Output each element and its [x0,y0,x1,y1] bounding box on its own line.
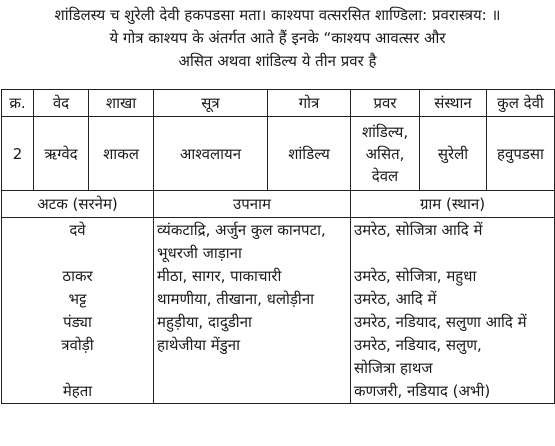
sub-header-cell: ग्राम (स्थान) [351,191,555,218]
sub-header-cell: उपनाम [154,191,351,218]
table-row [2,117,555,191]
gram-line: कणजरी, नडियाद (अभी) [354,382,491,400]
upnaam-line: व्यंकटाद्रि, अर्जुन कुल कानपटा, [157,221,326,239]
cell-ved: ऋग्वेद [34,117,89,191]
cell-sutra: आश्वलायन [154,117,268,191]
cell-shakha: शाकल [89,117,154,191]
surname-line: पंड्या [63,313,92,331]
surname-column [2,218,154,404]
gram-column [351,218,555,404]
upnaam-line [157,357,350,380]
surname-line: त्रवोड़ी [61,336,94,354]
header-cell: वेद [34,90,89,117]
upnaam-line: थामणीया, तीखाना, धलोड़ीना [157,290,315,308]
cell-number: 2 [2,117,34,191]
surname-line [2,242,153,265]
header-cell: क्र. [2,90,34,117]
surname-line [2,357,153,380]
upnaam-line: मीठा, सागर, पाकाचारी [157,267,282,285]
upnaam-line [157,380,350,403]
header-row [2,90,555,117]
header-cell: संस्थान [420,90,487,117]
pravar-line: शांडिल्य, [361,122,409,141]
gram-line: उमरेठ, सोजित्रा आदि में [354,221,483,239]
upnaam-line: महुड़ीया, दादुडीना [157,313,252,331]
upnaam-line: भूधरजी जाड़ाना [157,244,242,262]
intro-line-1: शांडिलस्य च शुरेली देवी हकपडसा मता। काश्यपा वत्सरसित शाण्डिला: प्रवरास्त्रय: ॥ [54,6,501,24]
header-cell: सूत्र [154,90,268,117]
upnaam-column [154,218,351,404]
intro-line-2: ये गोत्र काश्यप के अंतर्गत आते हैं इनके “काश्यप आवत्सर और [109,29,446,47]
header-cell: कुल देवी [487,90,555,117]
surname-line: भट्ट [68,290,87,308]
table-row [2,218,555,404]
cell-pravar [351,117,420,191]
gram-line: उमरेठ, सोजित्रा, महुधा [354,267,477,285]
pravar-line: असित, [365,144,405,163]
sub-header-row [2,191,555,218]
upnaam-line: हाथेजीया मेंडुना [157,336,241,354]
gram-line: उमरेठ, आदि में [354,290,437,308]
surname-line: ठाकर [62,267,93,285]
gram-line: सोजित्रा हाथज [354,359,433,377]
gram-line: उमरेठ, नडियाद, सलुण, [354,336,482,354]
gram-line: उमरेठ, नडियाद, सलुणा आदि में [354,313,527,331]
intro-line-3: असित अथवा शांडिल्य ये तीन प्रवर है [178,52,377,70]
surname-line: दवे [69,221,86,239]
cell-gotra: शांडिल्य [268,117,351,191]
pravar-line: देवल [371,166,399,185]
gram-line [354,242,554,265]
sub-header-cell: अटक (सरनेम) [2,191,154,218]
gotra-table [1,89,555,404]
header-cell: प्रवर [351,90,420,117]
surname-line: मेहता [62,382,93,400]
cell-sansthan: सुरेली [420,117,487,191]
cell-kuldevi: हवुपडसा [487,117,555,191]
header-cell: गोत्र [268,90,351,117]
header-cell: शाखा [89,90,154,117]
